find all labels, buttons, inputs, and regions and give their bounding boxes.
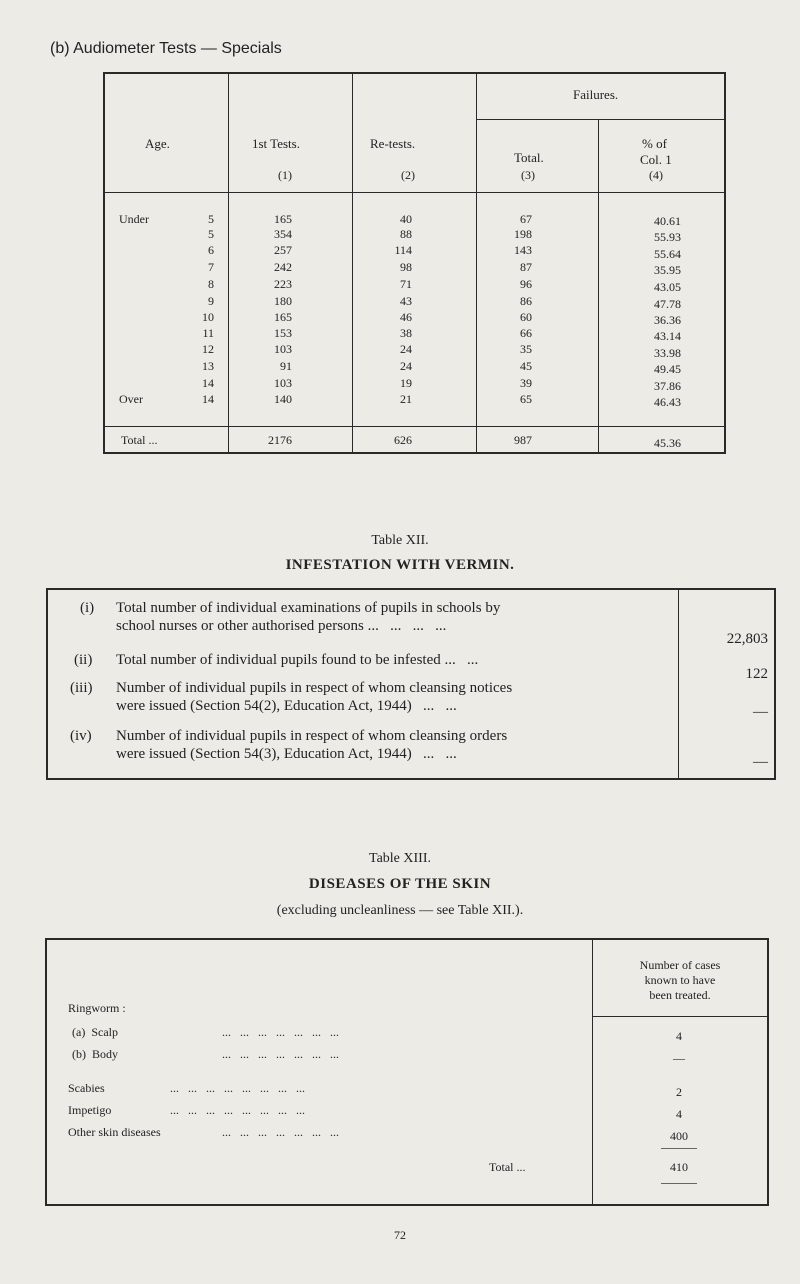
- section-heading: (b) Audiometer Tests — Specials: [50, 40, 282, 57]
- table12-heading: INFESTATION WITH VERMIN.: [285, 557, 515, 573]
- row-age: 9: [208, 294, 214, 308]
- row-failures-pct: 55.64: [654, 247, 681, 261]
- row-retests: 38: [400, 326, 412, 340]
- row-retests: 46: [400, 310, 412, 324]
- row-first-tests: 165: [274, 212, 292, 226]
- infestation-item-num: (iii): [70, 680, 93, 696]
- table13-total-label: Total ...: [489, 1160, 526, 1174]
- row-first-tests: 223: [274, 277, 292, 291]
- row-failures-pct: 33.98: [654, 346, 681, 360]
- row-age: 8: [208, 277, 214, 291]
- row-failures-total: 66: [520, 326, 532, 340]
- row-failures-total: 86: [520, 294, 532, 308]
- infestation-item-num: (iv): [70, 728, 92, 744]
- total-row-total: 987: [514, 433, 532, 447]
- infestation-item-line1: Total number of individual pupils found to be infested ... ...: [116, 652, 479, 668]
- row-retests: 19: [400, 376, 412, 390]
- row-retests: 24: [400, 359, 412, 373]
- infestation-item-value: 22,803: [726, 631, 768, 647]
- total-row-label: Total ...: [121, 433, 158, 447]
- table13-heading: DISEASES OF THE SKIN: [308, 876, 492, 892]
- infestation-item-num: (i): [80, 600, 95, 616]
- row-age: 10: [202, 310, 214, 324]
- infestation-item-line1: Number of individual pupils in respect of whom cleansing notices: [116, 680, 513, 696]
- row-retests: 98: [400, 260, 412, 274]
- total-row-pct: 45.36: [654, 436, 681, 450]
- row-first-tests: 140: [274, 392, 292, 406]
- col-header-line1: Number of cases: [639, 958, 721, 972]
- skin-disease-dots: ... ... ... ... ... ... ...: [222, 1025, 339, 1039]
- row-age-prefix: Over: [119, 392, 143, 406]
- infestation-item-line1: Number of individual pupils in respect of whom cleansing orders: [116, 728, 508, 744]
- row-first-tests: 165: [274, 310, 292, 324]
- row-first-tests: 91: [280, 359, 292, 373]
- row-first-tests: 103: [274, 376, 292, 390]
- header-first-tests: 1st Tests.: [252, 136, 300, 151]
- header-pct-line1: % of: [642, 136, 667, 151]
- header-retests: Re-tests.: [370, 136, 416, 151]
- skin-disease-value: 4: [676, 1029, 682, 1043]
- row-first-tests: 153: [274, 326, 292, 340]
- header-pct-col: (4): [649, 168, 663, 182]
- header-retests-col: (2): [401, 168, 415, 182]
- row-retests: 21: [400, 392, 412, 406]
- infestation-item-num: (ii): [74, 652, 93, 668]
- skin-disease-dots: ... ... ... ... ... ... ... ...: [170, 1081, 305, 1095]
- skin-disease-label: Impetigo: [68, 1103, 112, 1117]
- infestation-item-value: —: [753, 704, 768, 720]
- row-failures-pct: 46.43: [654, 395, 681, 409]
- row-retests: 43: [400, 294, 412, 308]
- row-retests: 71: [400, 277, 412, 291]
- row-failures-total: 87: [520, 260, 532, 274]
- infestation-item-line1: Total number of individual examinations of pupils in schools by: [116, 600, 501, 616]
- row-age: 5: [208, 227, 214, 241]
- row-age: 14: [202, 376, 214, 390]
- row-age: 7: [208, 260, 214, 274]
- table13-subheading: (excluding uncleanliness — see Table XII.).: [276, 903, 524, 918]
- row-failures-pct: 43.05: [654, 280, 681, 294]
- row-age: 13: [202, 359, 214, 373]
- row-first-tests: 354: [274, 227, 292, 241]
- row-retests: 24: [400, 342, 412, 356]
- row-failures-pct: 55.93: [654, 230, 681, 244]
- row-failures-pct: 40.61: [654, 214, 681, 228]
- row-failures-total: 67: [520, 212, 532, 226]
- header-first-tests-col: (1): [278, 168, 292, 182]
- infestation-item-line2: were issued (Section 54(3), Education Act, 1944) ... ...: [116, 746, 457, 762]
- infestation-item-value: 122: [745, 666, 768, 682]
- infestation-item-value: —: [753, 754, 768, 770]
- row-failures-total: 65: [520, 392, 532, 406]
- table13-title: Table XIII.: [369, 851, 431, 866]
- infestation-item-line2: were issued (Section 54(2), Education Act, 1944) ... ...: [116, 698, 457, 714]
- row-age: 14: [202, 392, 214, 406]
- header-pct-line2: Col. 1: [640, 152, 672, 167]
- table12-title: Table XII.: [371, 533, 429, 548]
- row-failures-total: 143: [514, 243, 532, 257]
- skin-disease-value: 400: [670, 1129, 688, 1143]
- table13-col-header: [592, 958, 768, 1003]
- page-number: 72: [394, 1228, 406, 1242]
- total-row-retests: 626: [394, 433, 412, 447]
- header-age: Age.: [145, 136, 170, 151]
- skin-disease-dots: ... ... ... ... ... ... ...: [222, 1047, 339, 1061]
- row-failures-pct: 49.45: [654, 362, 681, 376]
- skin-disease-value: 4: [676, 1107, 682, 1121]
- row-failures-total: 45: [520, 359, 532, 373]
- total-row-first: 2176: [268, 433, 292, 447]
- row-failures-total: 60: [520, 310, 532, 324]
- table13-total-value: 410: [670, 1160, 688, 1174]
- row-retests: 40: [400, 212, 412, 226]
- row-failures-pct: 37.86: [654, 379, 681, 393]
- header-total-col: (3): [521, 168, 535, 182]
- skin-disease-label: Scabies: [68, 1081, 105, 1095]
- row-age: 6: [208, 243, 214, 257]
- row-failures-total: 35: [520, 342, 532, 356]
- header-failures: Failures.: [573, 87, 619, 102]
- skin-disease-value: 2: [676, 1085, 682, 1099]
- row-failures-pct: 36.36: [654, 313, 681, 327]
- row-failures-total: 198: [514, 227, 532, 241]
- skin-disease-dots: ... ... ... ... ... ... ...: [222, 1125, 339, 1139]
- row-failures-pct: 35.95: [654, 263, 681, 277]
- row-age: 5: [208, 212, 214, 226]
- col-header-line3: been treated.: [649, 988, 711, 1002]
- row-failures-pct: 47.78: [654, 297, 681, 311]
- row-retests: 114: [394, 243, 412, 257]
- skin-disease-value: —: [673, 1051, 685, 1065]
- skin-disease-label: (b) Body: [72, 1047, 118, 1061]
- row-failures-total: 39: [520, 376, 532, 390]
- row-age: 11: [202, 326, 214, 340]
- col-header-line2: known to have: [644, 973, 716, 987]
- skin-disease-label: (a) Scalp: [72, 1025, 118, 1039]
- row-first-tests: 242: [274, 260, 292, 274]
- row-first-tests: 103: [274, 342, 292, 356]
- skin-disease-dots: ... ... ... ... ... ... ... ...: [170, 1103, 305, 1117]
- header-total: Total.: [514, 150, 544, 165]
- row-first-tests: 257: [274, 243, 292, 257]
- row-failures-total: 96: [520, 277, 532, 291]
- row-age-prefix: Under: [119, 212, 149, 226]
- row-retests: 88: [400, 227, 412, 241]
- skin-disease-label: Other skin diseases: [68, 1125, 161, 1139]
- row-first-tests: 180: [274, 294, 292, 308]
- infestation-item-line2: school nurses or other authorised persons ... ... ... ...: [116, 618, 447, 634]
- ringworm-label: Ringworm :: [68, 1001, 126, 1015]
- row-failures-pct: 43.14: [654, 329, 681, 343]
- row-age: 12: [202, 342, 214, 356]
